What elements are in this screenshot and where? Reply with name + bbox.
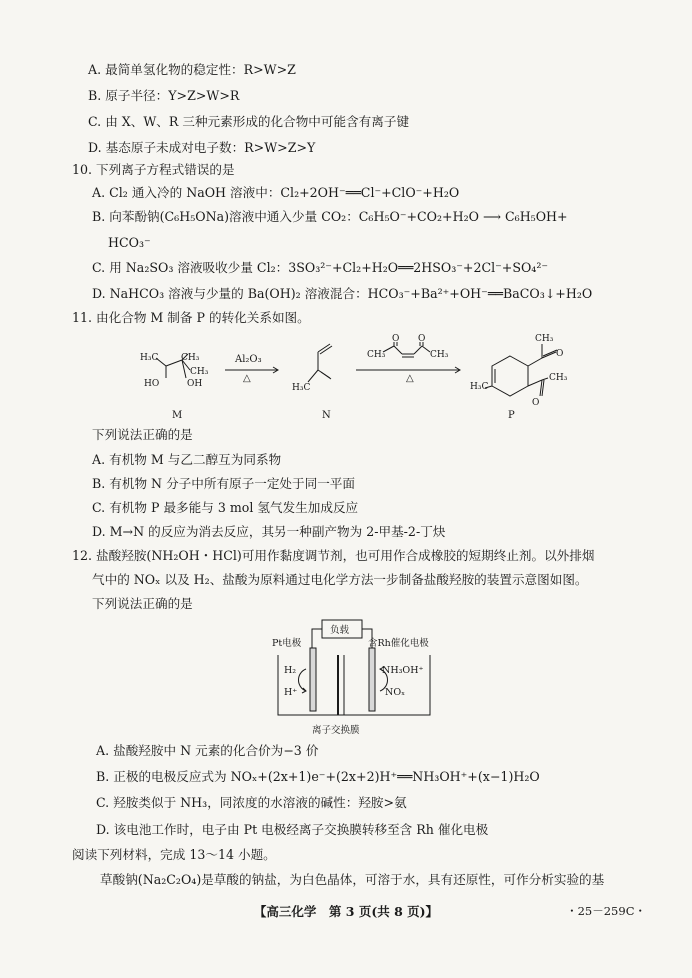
diketone-ch3-left: CH₃	[367, 350, 386, 360]
nh3oh-label: NH₃OH⁺	[382, 665, 424, 676]
q12-option-d: D. 该电池工作时，电子由 Pt 电极经离子交换膜转移至含 Rh 催化电极	[96, 822, 489, 837]
p-o-bottom: O	[532, 398, 540, 408]
label-m: M	[172, 410, 183, 421]
q12-question: 下列说法正确的是	[92, 596, 193, 611]
q9-option-a: A. 最简单氢化物的稳定性：R>W>Z	[88, 62, 296, 77]
nox-label: NOₓ	[385, 687, 406, 698]
q10-option-c: C. 用 Na₂SO₃ 溶液吸收少量 Cl₂：3SO₃²⁻+Cl₂+H₂O══2HSO₃⁻+2Cl⁻+SO₄²⁻	[92, 260, 549, 275]
rh-electrode-label: 含Rh催化电极	[368, 638, 429, 649]
m-oh-label: OH	[187, 379, 203, 389]
hplus-label: H⁺	[284, 687, 298, 698]
q10-option-d: D. NaHCO₃ 溶液与少量的 Ba(OH)₂ 溶液混合：HCO₃⁻+Ba²⁺+OH⁻══BaCO₃↓+H₂O	[92, 286, 593, 301]
q10-option-a: A. Cl₂ 通入冷的 NaOH 溶液中：Cl₂+2OH⁻══Cl⁻+ClO⁻+H₂O	[92, 185, 460, 200]
diketone-ch3-right: CH₃	[430, 350, 449, 360]
m-h3c-label: H₃C	[140, 353, 159, 363]
load-label: 负载	[330, 625, 350, 636]
q11-stem: 11. 由化合物 M 制备 P 的转化关系如图。	[72, 310, 310, 325]
q12-option-b: B. 正极的电极反应式为 NOₓ+(2x+1)e⁻+(2x+2)H⁺══NH₃OH⁺+(x−1)H₂O	[96, 769, 540, 784]
reading-intro: 阅读下列材料，完成 13～14 小题。	[72, 847, 276, 862]
n-h3c-label: H₃C	[292, 383, 311, 393]
q9-option-b: B. 原子半径：Y>Z>W>R	[88, 88, 240, 103]
p-h3c-label: H₃C	[470, 382, 489, 392]
page-footer: 【高三化学 第 3 页(共 8 页)】	[253, 904, 439, 919]
m-ho-label: HO	[144, 379, 160, 389]
q10-stem: 10. 下列离子方程式错误的是	[72, 162, 235, 177]
electrochemical-cell-diagram	[270, 615, 440, 740]
reaction-scheme	[130, 330, 580, 420]
diketone-o-right: O	[418, 334, 426, 344]
h2-label: H₂	[284, 665, 297, 676]
q12-stem-line1: 12. 盐酸羟胺(NH₂OH・HCl)可用作黏度调节剂，也可用作合成橡胶的短期终止剂。以外排烟	[72, 548, 595, 563]
q10-option-b-line1: B. 向苯酚钠(C₆H₅ONa)溶液中通入少量 CO₂：C₆H₅O⁻+CO₂+H₂O ⟶ C₆H₅OH+	[92, 209, 568, 224]
reading-text: 草酸钠(Na₂C₂O₄)是草酸的钠盐，为白色晶体，可溶于水，具有还原性，可作分析实验的基	[100, 872, 605, 887]
rh-electrode	[369, 648, 375, 711]
p-ch3-top: CH₃	[535, 334, 554, 344]
q12-stem-line2: 气中的 NOₓ 以及 H₂、盐酸为原料通过电化学方法一步制备盐酸羟胺的装置示意图如图。	[92, 572, 588, 587]
heat-symbol-2: △	[406, 373, 414, 384]
q12-option-c: C. 羟胺类似于 NH₃，同浓度的水溶液的碱性：羟胺>氨	[96, 795, 407, 810]
q10-option-b-line2: HCO₃⁻	[108, 235, 151, 250]
q11-option-b: B. 有机物 N 分子中所有原子一定处于同一平面	[92, 476, 355, 491]
q11-option-c: C. 有机物 P 最多能与 3 mol 氢气发生加成反应	[92, 500, 359, 515]
pt-electrode	[310, 648, 316, 711]
pt-electrode-label: Pt电极	[272, 638, 302, 649]
heat-symbol-1: △	[243, 373, 251, 384]
q11-option-a: A. 有机物 M 与乙二醇互为同系物	[92, 452, 282, 467]
p-ch3-right: CH₃	[549, 373, 568, 383]
label-p: P	[508, 410, 515, 421]
q11-question: 下列说法正确的是	[92, 427, 193, 442]
q12-option-a: A. 盐酸羟胺中 N 元素的化合价为−3 价	[96, 743, 319, 758]
q9-option-d: D. 基态原子未成对电子数：R>W>Z>Y	[88, 140, 316, 155]
cell-container	[278, 655, 430, 715]
q11-option-d: D. M→N 的反应为消去反应，其另一种副产物为 2-甲基-2-丁炔	[92, 524, 446, 539]
m-ch3-top-label: CH₃	[181, 353, 200, 363]
paper-code: ・25－259C・	[566, 904, 646, 918]
q9-option-c: C. 由 X、W、R 三种元素形成的化合物中可能含有离子键	[88, 114, 410, 129]
membrane-label: 离子交换膜	[312, 725, 360, 736]
m-ch3-right-label: CH₃	[190, 367, 209, 377]
diketone-o-left: O	[392, 334, 400, 344]
p-o-top: O	[556, 349, 564, 359]
reagent-al2o3: Al₂O₃	[235, 354, 262, 365]
label-n: N	[322, 410, 331, 421]
